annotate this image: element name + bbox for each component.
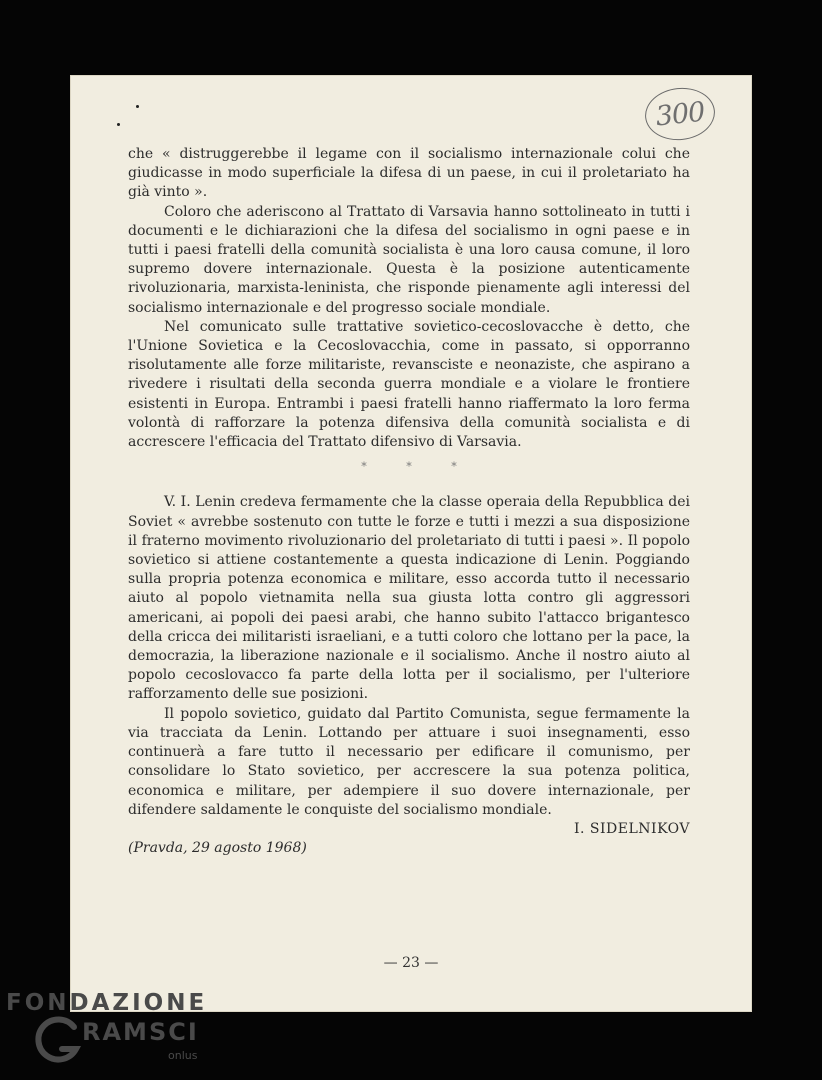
watermark-sub: onlus [168, 1049, 198, 1062]
paragraph: Nel comunicato sulle trattative sovietico-cecoslovacche è detto, che l'Unione Sovietica e la Cecoslovacchia, come in passato, si opporranno risolutamente alle forze militariste, revansciste e neonaziste, che aspirano a rivedere i risultati della seconda guerra mondiale e a violare le frontiere esistenti in Europa. Entrambi i paesi fratelli hanno riaffermato la loro ferma volontà di rafforzare la potenza difensiva della comunità socialista e di accrescere l'efficacia del Trattato difensivo di Varsavia. [128, 318, 690, 451]
paragraph: che « distruggerebbe il legame con il socialismo internazionale colui che giudicasse in modo superficiale la difesa di un paese, in cui il proletariato ha già vinto ». [128, 146, 690, 201]
article-body [128, 145, 690, 858]
ink-speck [117, 123, 120, 126]
ink-speck [136, 105, 139, 108]
page-number: — 23 — [383, 955, 439, 971]
document-page [70, 75, 752, 1012]
watermark-line1: FONDAZIONE [6, 990, 208, 1016]
author-signature: I. SIDELNIKOV [574, 820, 690, 837]
paragraph: Coloro che aderiscono al Trattato di Varsavia hanno sottolineato in tutti i documenti e le dichiarazioni che la difesa del socialismo in ogni paese e in tutti i paesi fratelli della comunità socialista è una loro causa comune, il loro supremo dovere internazionale. Questa è la posizione autenticamente rivoluzionaria, marxista-leninista, che risponde pienamente agli interessi del socialismo internazionale e del progresso sociale mondiale. [128, 203, 690, 316]
watermark-logo [0, 990, 260, 1080]
paragraph: Il popolo sovietico, guidato dal Partito Comunista, segue fermamente la via tracciata da Lenin. Lottando per attuare i suoi insegnamenti, esso continuerà a fare tutto il necessario per edificare il comunismo, per consolidare lo Stato sovietico, per accrescere la sua potenza politica, economica e militare, per adempiere il suo dovere internazionale, per difendere saldamente le conquiste del socialismo mondiale. [128, 705, 690, 818]
paragraph: V. I. Lenin credeva fermamente che la classe operaia della Repubblica dei Soviet « avrebbe sostenuto con tutte le forze e tutti i mezzi a sua disposizione il fraterno movimento rivoluzionario del proletariato di tutti i paesi ». Il popolo sovietico si attiene costantemente a questa indicazione di Lenin. Poggiando sulla propria potenza economica e militare, esso accorda tutto il necessario aiuto al popolo vietnamita nella sua giusta lotta contro gli aggressori americani, ai popoli dei paesi arabi, che hanno subito l'attacco brigantesco della cricca dei militaristi israeliani, e a tutti coloro che lottano per la pace, la democrazia, la liberazione nazionale e il socialismo. Anche il nostro aiuto al popolo cecoslovacco fa parte della lotta per il socialismo, per l'ulteriore rafforzamento delle sue posizioni. [128, 494, 690, 703]
archive-number-annotation: 300 [642, 84, 717, 143]
source-citation: (Pravda, 29 agosto 1968) [128, 840, 307, 857]
section-separator: * * * [361, 460, 475, 474]
g-logo-icon [34, 1015, 84, 1065]
watermark-line2: RAMSCI [82, 1018, 199, 1046]
